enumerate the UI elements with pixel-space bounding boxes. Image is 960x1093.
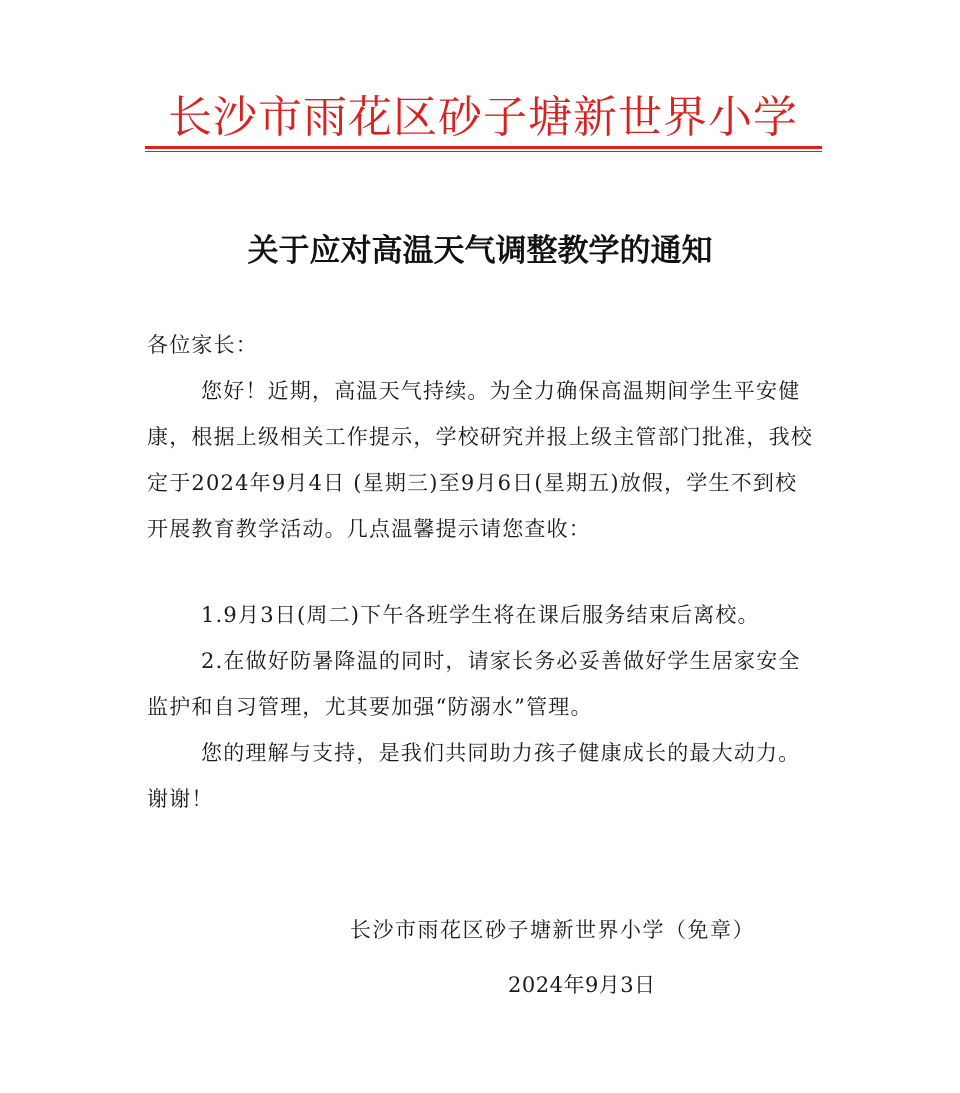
tip-item-1: 1.9月3日(周二)下午各班学生将在课后服务结束后离校。: [201, 603, 760, 627]
letterhead-school-name: 长沙市雨花区砂子塘新世界小学: [168, 92, 798, 143]
tip-item-2: 2.在做好防暑降温的同时，请家长务必妥善做好学生居家安全监护和自习管理，尤其要加强“防溺水”管理。: [147, 649, 801, 719]
notice-title: 关于应对高温天气调整教学的通知: [247, 233, 713, 269]
signature: 长沙市雨花区砂子塘新世界小学（免章）: [350, 918, 755, 942]
letterhead-rule-thin: [145, 151, 822, 152]
issue-date: 2024年9月3日: [508, 973, 656, 997]
paragraph-intro: 您好！近期，高温天气持续。为全力确保高温期间学生平安健康，根据上级相关工作提示，学校研究并报上级主管部门批准，我校定于2024年9月4日 (星期三)至9月6日(星期五)放假，学生不到校开展教育教学活动。几点温馨提示请您查收：: [147, 379, 813, 541]
paragraph-closing: 您的理解与支持，是我们共同助力孩子健康成长的最大动力。谢谢！: [147, 741, 801, 811]
letterhead-rule-thick: [145, 146, 822, 149]
salutation: 各位家长：: [147, 333, 258, 357]
